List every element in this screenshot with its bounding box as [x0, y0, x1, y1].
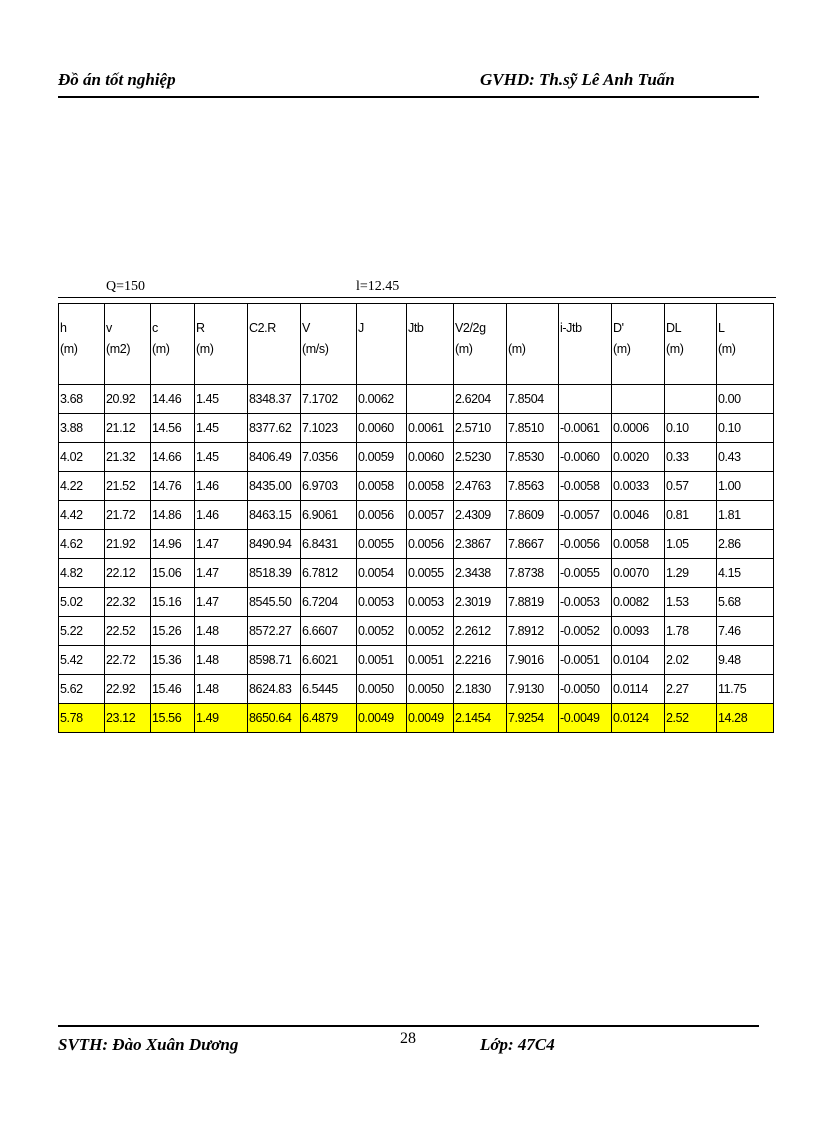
table-cell: 15.26 [151, 617, 195, 646]
table-cell: 0.33 [665, 443, 717, 472]
table-cell: 0.0053 [407, 588, 454, 617]
table-cell: 22.72 [105, 646, 151, 675]
table-cell: 8348.37 [248, 385, 301, 414]
header-supervisor: GVHD: Th.sỹ Lê Anh Tuấn [480, 70, 675, 89]
table-cell: 2.86 [717, 530, 774, 559]
table-cell: 15.46 [151, 675, 195, 704]
table-cell: 0.0050 [357, 675, 407, 704]
table-cell: 15.16 [151, 588, 195, 617]
table-cell: 21.72 [105, 501, 151, 530]
table-cell: -0.0053 [559, 588, 612, 617]
table-cell: -0.0061 [559, 414, 612, 443]
table-row [59, 414, 774, 443]
table-cell: 7.8738 [507, 559, 559, 588]
table-cell: 0.0006 [612, 414, 665, 443]
table-cell: 8598.71 [248, 646, 301, 675]
table-cell: 0.0052 [407, 617, 454, 646]
table-cell: 4.62 [59, 530, 105, 559]
table-cell: 7.8912 [507, 617, 559, 646]
table-cell: 0.0051 [407, 646, 454, 675]
table-cell: 0.0061 [407, 414, 454, 443]
table-row [59, 559, 774, 588]
table-cell: 6.9061 [301, 501, 357, 530]
table-cell: 0.0056 [357, 501, 407, 530]
table-cell: -0.0057 [559, 501, 612, 530]
table-cell: 0.0058 [407, 472, 454, 501]
table-cell: 1.00 [717, 472, 774, 501]
table-row [59, 646, 774, 675]
table-cell: 5.02 [59, 588, 105, 617]
col-r-header: R (m) [195, 304, 248, 385]
table-cell: 2.27 [665, 675, 717, 704]
table-cell: 15.06 [151, 559, 195, 588]
table-cell: 1.48 [195, 675, 248, 704]
footer-student: SVTH: Đào Xuân Dương [58, 1035, 239, 1054]
table-cell: 1.47 [195, 530, 248, 559]
table-cell: 4.42 [59, 501, 105, 530]
table-cell: 7.8609 [507, 501, 559, 530]
table-cell: 6.4879 [301, 704, 357, 733]
table-cell: 7.1702 [301, 385, 357, 414]
table-cell: 0.0082 [612, 588, 665, 617]
col-jtb-header: Jtb [407, 304, 454, 385]
discharge-label: Q=150 [106, 279, 146, 294]
table-cell: 0.57 [665, 472, 717, 501]
footer-class: Lớp: 47C4 [480, 1035, 555, 1054]
table-cell: 8377.62 [248, 414, 301, 443]
table-header-row [59, 304, 774, 385]
table-cell: 1.78 [665, 617, 717, 646]
table-cell: 0.0124 [612, 704, 665, 733]
table-cell: 0.0033 [612, 472, 665, 501]
header-title: Đồ án tốt nghiệp [58, 70, 176, 89]
table-cell: 0.10 [665, 414, 717, 443]
table-cell: 6.6607 [301, 617, 357, 646]
table-cell: 0.0050 [407, 675, 454, 704]
table-cell: 1.81 [717, 501, 774, 530]
table-cell: 4.15 [717, 559, 774, 588]
table-cell: 8624.83 [248, 675, 301, 704]
table-cell [612, 385, 665, 414]
table-cell: 11.75 [717, 675, 774, 704]
table-cell: 6.9703 [301, 472, 357, 501]
table-row [59, 617, 774, 646]
table-cell: 2.3019 [454, 588, 507, 617]
table-row [59, 588, 774, 617]
table-cell: 7.9016 [507, 646, 559, 675]
table-cell: -0.0055 [559, 559, 612, 588]
table-row-highlighted [59, 704, 774, 733]
table-cell: 14.46 [151, 385, 195, 414]
table-cell: 21.12 [105, 414, 151, 443]
col-area-header: v (m2) [105, 304, 151, 385]
table-cell: 1.48 [195, 646, 248, 675]
table-cell: 23.12 [105, 704, 151, 733]
table-cell: 21.52 [105, 472, 151, 501]
table-cell: -0.0052 [559, 617, 612, 646]
table-cell: 1.29 [665, 559, 717, 588]
table-cell: 0.00 [717, 385, 774, 414]
table-cell: 0.0093 [612, 617, 665, 646]
col-l-header: L (m) [717, 304, 774, 385]
table-cell: 7.1023 [301, 414, 357, 443]
table-cell: 14.96 [151, 530, 195, 559]
table-cell: 6.5445 [301, 675, 357, 704]
table-cell: 0.0058 [612, 530, 665, 559]
table-cell: 15.56 [151, 704, 195, 733]
table-cell: 1.05 [665, 530, 717, 559]
length-label: l=12.45 [356, 279, 400, 294]
table-cell: 8463.15 [248, 501, 301, 530]
table-cell: 5.42 [59, 646, 105, 675]
table-cell: 8545.50 [248, 588, 301, 617]
table-row [59, 443, 774, 472]
table-cell: 1.49 [195, 704, 248, 733]
table-cell: 1.48 [195, 617, 248, 646]
table-cell: 0.0062 [357, 385, 407, 414]
table-cell: 2.4309 [454, 501, 507, 530]
table-cell: 6.6021 [301, 646, 357, 675]
col-velocity-header: V (m/s) [301, 304, 357, 385]
table-cell: 0.0049 [407, 704, 454, 733]
table-cell: 5.22 [59, 617, 105, 646]
footer-rule [58, 1025, 759, 1027]
table-cell: 0.0060 [357, 414, 407, 443]
table-row [59, 675, 774, 704]
header-rule [58, 96, 759, 98]
table-cell: 0.0059 [357, 443, 407, 472]
table-cell: 2.52 [665, 704, 717, 733]
table-cell [665, 385, 717, 414]
table-cell: 7.8819 [507, 588, 559, 617]
table-cell [559, 385, 612, 414]
table-cell: 8572.27 [248, 617, 301, 646]
table-cell: 2.5710 [454, 414, 507, 443]
table-cell: 1.45 [195, 414, 248, 443]
col-j-header: J [357, 304, 407, 385]
table-cell: 3.88 [59, 414, 105, 443]
table-cell: 14.66 [151, 443, 195, 472]
table-cell: 0.0058 [357, 472, 407, 501]
table-cell: -0.0060 [559, 443, 612, 472]
table-cell: 7.46 [717, 617, 774, 646]
table-cell: 8518.39 [248, 559, 301, 588]
table-cell: 22.32 [105, 588, 151, 617]
table-cell: 1.47 [195, 559, 248, 588]
table-cell: 6.7204 [301, 588, 357, 617]
table-cell: 2.6204 [454, 385, 507, 414]
table-cell: 8650.64 [248, 704, 301, 733]
table-cell: 1.47 [195, 588, 248, 617]
table-cell: 0.0055 [357, 530, 407, 559]
table-cell: 15.36 [151, 646, 195, 675]
table-cell: 4.22 [59, 472, 105, 501]
table-cell: 7.8530 [507, 443, 559, 472]
col-energy-header: (m) [507, 304, 559, 385]
table-top-rule [58, 297, 776, 298]
table-cell: 14.28 [717, 704, 774, 733]
table-cell: 22.12 [105, 559, 151, 588]
table-cell: 7.9130 [507, 675, 559, 704]
table-cell: 1.45 [195, 443, 248, 472]
table-cell: 8490.94 [248, 530, 301, 559]
col-d-prime-header: D' (m) [612, 304, 665, 385]
table-cell: 2.4763 [454, 472, 507, 501]
table-cell: 20.92 [105, 385, 151, 414]
table-cell: 21.92 [105, 530, 151, 559]
table-cell: 6.8431 [301, 530, 357, 559]
table-cell: 21.32 [105, 443, 151, 472]
table-cell: 0.0055 [407, 559, 454, 588]
table-cell: -0.0050 [559, 675, 612, 704]
table-cell: 0.0070 [612, 559, 665, 588]
table-cell: 2.2612 [454, 617, 507, 646]
col-i-jtb-header: i-Jtb [559, 304, 612, 385]
table-cell: 22.52 [105, 617, 151, 646]
table-cell: 1.46 [195, 472, 248, 501]
table-cell: 2.3867 [454, 530, 507, 559]
table-cell: -0.0056 [559, 530, 612, 559]
table-cell: 0.0060 [407, 443, 454, 472]
table-cell: 5.62 [59, 675, 105, 704]
table-cell: 14.76 [151, 472, 195, 501]
table-cell: 0.0104 [612, 646, 665, 675]
table-cell: 1.45 [195, 385, 248, 414]
table-cell: -0.0049 [559, 704, 612, 733]
table-cell: -0.0051 [559, 646, 612, 675]
table-cell: 14.86 [151, 501, 195, 530]
table-cell: 8435.00 [248, 472, 301, 501]
table-cell: 0.0054 [357, 559, 407, 588]
table-cell: 2.1454 [454, 704, 507, 733]
table-cell: 8406.49 [248, 443, 301, 472]
table-cell: 1.53 [665, 588, 717, 617]
col-c2r-header: C2.R [248, 304, 301, 385]
table-cell: 2.1830 [454, 675, 507, 704]
table-cell: 5.78 [59, 704, 105, 733]
table-cell: 7.0356 [301, 443, 357, 472]
table-cell: 9.48 [717, 646, 774, 675]
hydraulic-calc-table [58, 303, 774, 733]
table-cell: 0.0053 [357, 588, 407, 617]
table-row [59, 385, 774, 414]
table-cell: 3.68 [59, 385, 105, 414]
table-cell: 22.92 [105, 675, 151, 704]
table-cell: 0.0051 [357, 646, 407, 675]
table-cell: 0.10 [717, 414, 774, 443]
table-cell: 6.7812 [301, 559, 357, 588]
table-cell: 2.5230 [454, 443, 507, 472]
table-cell: 0.0057 [407, 501, 454, 530]
table-cell: 2.02 [665, 646, 717, 675]
col-dl-header: DL (m) [665, 304, 717, 385]
table-cell: 0.0020 [612, 443, 665, 472]
table-row [59, 472, 774, 501]
table-cell: 2.2216 [454, 646, 507, 675]
table-cell: 7.9254 [507, 704, 559, 733]
table-cell: 0.0114 [612, 675, 665, 704]
table-row [59, 530, 774, 559]
col-c-header: c (m) [151, 304, 195, 385]
table-cell: 14.56 [151, 414, 195, 443]
table-cell: -0.0058 [559, 472, 612, 501]
table-row [59, 501, 774, 530]
table-cell: 0.0056 [407, 530, 454, 559]
table-cell: 7.8504 [507, 385, 559, 414]
table-cell: 0.0049 [357, 704, 407, 733]
table-cell: 4.02 [59, 443, 105, 472]
table-cell: 0.0052 [357, 617, 407, 646]
table-cell: 0.43 [717, 443, 774, 472]
table-cell: 7.8563 [507, 472, 559, 501]
table-cell: 2.3438 [454, 559, 507, 588]
table-cell: 4.82 [59, 559, 105, 588]
table-cell: 5.68 [717, 588, 774, 617]
table-cell: 1.46 [195, 501, 248, 530]
table-cell: 0.0046 [612, 501, 665, 530]
col-velocity-head-header: V2/2g (m) [454, 304, 507, 385]
table-cell: 0.81 [665, 501, 717, 530]
table-cell: 7.8667 [507, 530, 559, 559]
table-cell [407, 385, 454, 414]
table-cell: 7.8510 [507, 414, 559, 443]
page-number: 28 [400, 1030, 416, 1047]
col-h-header: h (m) [59, 304, 105, 385]
